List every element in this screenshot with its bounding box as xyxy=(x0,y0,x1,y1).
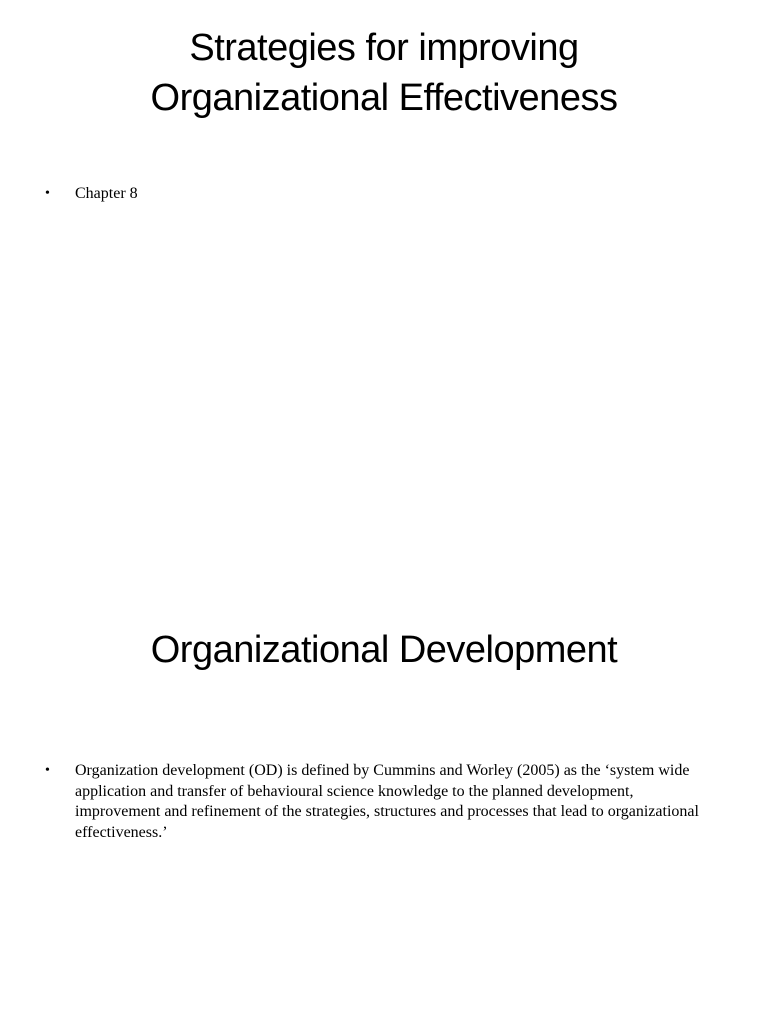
bullet-item xyxy=(40,184,720,205)
bullet-list xyxy=(40,184,720,205)
bullet-text: Organization development (OD) is defined by Cummins and Worley (2005) as the ‘system wide application and transfer of behavioural science knowledge to the planned development, improvement and refinement of the strategies, structures and processes that lead to organizational effectiveness.’ xyxy=(75,762,699,841)
slide-title-line: Organizational Effectiveness xyxy=(150,77,618,119)
bullet-text: Chapter 8 xyxy=(75,185,138,202)
bullet-list xyxy=(40,761,720,843)
slide-title xyxy=(40,625,728,675)
slide-title-line: Strategies for improving xyxy=(189,27,579,69)
bullet-dot-icon: • xyxy=(45,186,50,201)
slide-title xyxy=(40,23,728,123)
bullet-item xyxy=(40,761,720,843)
slide-2 xyxy=(0,512,768,1024)
bullet-dot-icon: • xyxy=(45,763,50,778)
slide-title-line: Organizational Development xyxy=(150,629,618,671)
